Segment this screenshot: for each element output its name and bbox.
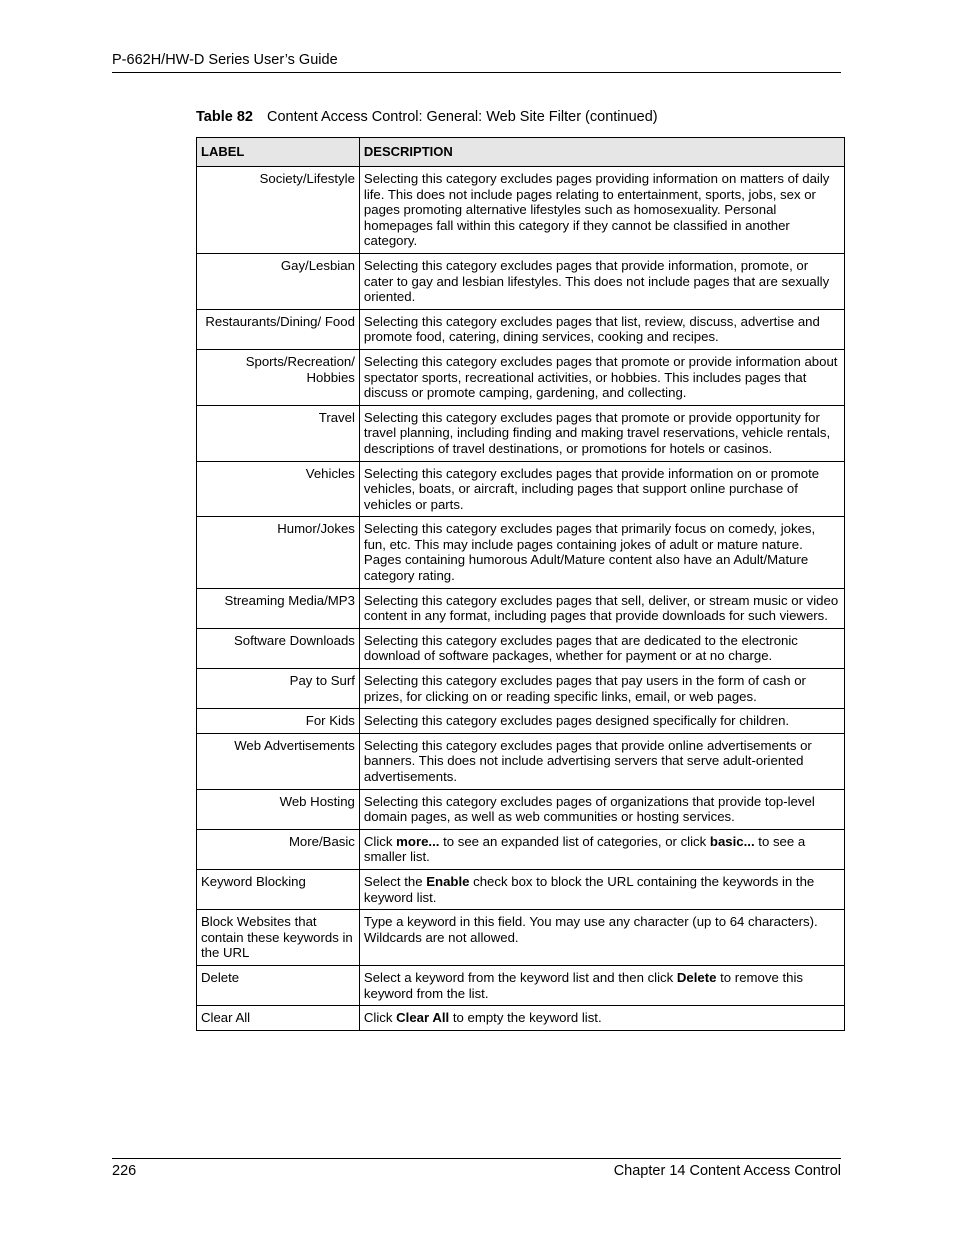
row-description: Selecting this category excludes pages that provide information on or promote vehicles, boats, or aircraft, including pages that support online purchase of vehicles or parts. — [359, 461, 844, 517]
row-description — [359, 829, 844, 869]
row-description: Selecting this category excludes pages that promote or provide opportunity for travel planning, including finding and making travel reservations, vehicle rentals, descriptions of travel destinations, or promotions for hotels or casinos. — [359, 405, 844, 461]
row-label: Sports/Recreation/ Hobbies — [197, 349, 360, 405]
table-row — [197, 709, 845, 734]
desc-text: check box to block the URL containing the keywords in the keyword list. — [363, 873, 815, 905]
table-row — [197, 461, 845, 517]
row-description: Selecting this category excludes pages of organizations that provide top-level domain pages, as well as web communities or hosting services. — [359, 789, 844, 829]
guide-title: P-662H/HW-D Series User’s Guide — [112, 52, 338, 68]
row-label: Vehicles — [197, 461, 360, 517]
column-header-description: DESCRIPTION — [359, 138, 844, 167]
table-row-block-websites — [197, 910, 845, 966]
desc-text: Click — [363, 833, 397, 849]
table-number: Table 82 — [196, 109, 253, 125]
desc-text: Click — [363, 1010, 397, 1026]
table-caption — [196, 107, 658, 127]
column-header-label: LABEL — [197, 138, 360, 167]
page-number: 226 — [112, 1163, 137, 1179]
row-description: Selecting this category excludes pages that provide information, promote, or cater to gay and lesbian lifestyles. This does not include pages that are sexually oriented. — [359, 253, 844, 309]
row-description: Selecting this category excludes pages that promote or provide information about spectator sports, recreational activities, or hobbies. This includes pages that discuss or promote camping, gardening, and collecting. — [359, 349, 844, 405]
chapter-title: Chapter 14 Content Access Control — [613, 1163, 841, 1179]
row-label: Software Downloads — [197, 628, 360, 668]
table-row — [197, 253, 845, 309]
row-description: Selecting this category excludes pages providing information on matters of daily life. This does not include pages relating to entertainment, sports, jobs, sex or pages promoting alternative lifestyles such as homosexuality. Personal homepages fall within this category if they cannot be classified in another category. — [359, 167, 844, 254]
row-description — [359, 1006, 844, 1031]
desc-text: to see a smaller list. — [363, 833, 806, 865]
row-label: Pay to Surf — [197, 669, 360, 709]
web-site-filter-table — [196, 137, 845, 1031]
table-row — [197, 517, 845, 588]
row-label: Travel — [197, 405, 360, 461]
table-row — [197, 309, 845, 349]
row-description — [359, 965, 844, 1005]
table-title: Content Access Control: General: Web Site Filter (continued) — [266, 109, 658, 125]
row-label: Web Hosting — [197, 789, 360, 829]
delete-term: Delete — [676, 969, 717, 985]
row-label: Humor/Jokes — [197, 517, 360, 588]
clear-all-term: Clear All — [396, 1010, 450, 1026]
row-label: Gay/Lesbian — [197, 253, 360, 309]
table-row — [197, 405, 845, 461]
table-row — [197, 628, 845, 668]
desc-text: to see an expanded list of categories, or click — [439, 833, 710, 849]
more-term: more... — [396, 833, 440, 849]
table-row-keyword-blocking — [197, 869, 845, 909]
page-footer — [112, 1158, 841, 1179]
row-label: Delete — [197, 965, 360, 1005]
page-header — [112, 50, 841, 73]
row-label: Society/Lifestyle — [197, 167, 360, 254]
row-description: Selecting this category excludes pages that sell, deliver, or stream music or video content in any format, including pages that provide downloads for such viewers. — [359, 588, 844, 628]
table-row — [197, 167, 845, 254]
row-label: Clear All — [197, 1006, 360, 1031]
row-label: More/Basic — [197, 829, 360, 869]
row-label: For Kids — [197, 709, 360, 734]
table-header-row — [197, 138, 845, 167]
row-label: Web Advertisements — [197, 733, 360, 789]
row-label: Restaurants/Dining/ Food — [197, 309, 360, 349]
row-label: Keyword Blocking — [197, 869, 360, 909]
row-description: Selecting this category excludes pages designed specifically for children. — [359, 709, 844, 734]
table-row-clear-all — [197, 1006, 845, 1031]
table-row — [197, 349, 845, 405]
desc-text: Select a keyword from the keyword list and then click — [363, 969, 677, 985]
desc-text: Select the — [363, 873, 427, 889]
desc-text: to empty the keyword list. — [449, 1010, 602, 1026]
row-description: Selecting this category excludes pages that are dedicated to the electronic download of software packages, whether for payment or at no charge. — [359, 628, 844, 668]
table-row — [197, 733, 845, 789]
enable-term: Enable — [426, 873, 470, 889]
row-description: Selecting this category excludes pages that list, review, discuss, advertise and promote food, catering, dining services, cooking and recipes. — [359, 309, 844, 349]
table-row-delete — [197, 965, 845, 1005]
table-row — [197, 588, 845, 628]
row-label: Block Websites that contain these keywords in the URL — [197, 910, 360, 966]
table-row — [197, 669, 845, 709]
table-row-more-basic — [197, 829, 845, 869]
row-description: Selecting this category excludes pages that pay users in the form of cash or prizes, for clicking on or reading specific links, email, or web pages. — [359, 669, 844, 709]
row-description: Selecting this category excludes pages that primarily focus on comedy, jokes, fun, etc. This may include pages containing jokes of adult or mature nature. Pages containing humorous Adult/Mature content also have an Adult/Mature category rating. — [359, 517, 844, 588]
desc-text: to remove this keyword from the list. — [363, 969, 803, 1001]
table-row — [197, 789, 845, 829]
row-label: Streaming Media/MP3 — [197, 588, 360, 628]
basic-term: basic... — [709, 833, 755, 849]
row-description: Selecting this category excludes pages that provide online advertisements or banners. This does not include advertising servers that serve adult-oriented advertisements. — [359, 733, 844, 789]
row-description: Type a keyword in this field. You may use any character (up to 64 characters). Wildcards are not allowed. — [359, 910, 844, 966]
row-description — [359, 869, 844, 909]
